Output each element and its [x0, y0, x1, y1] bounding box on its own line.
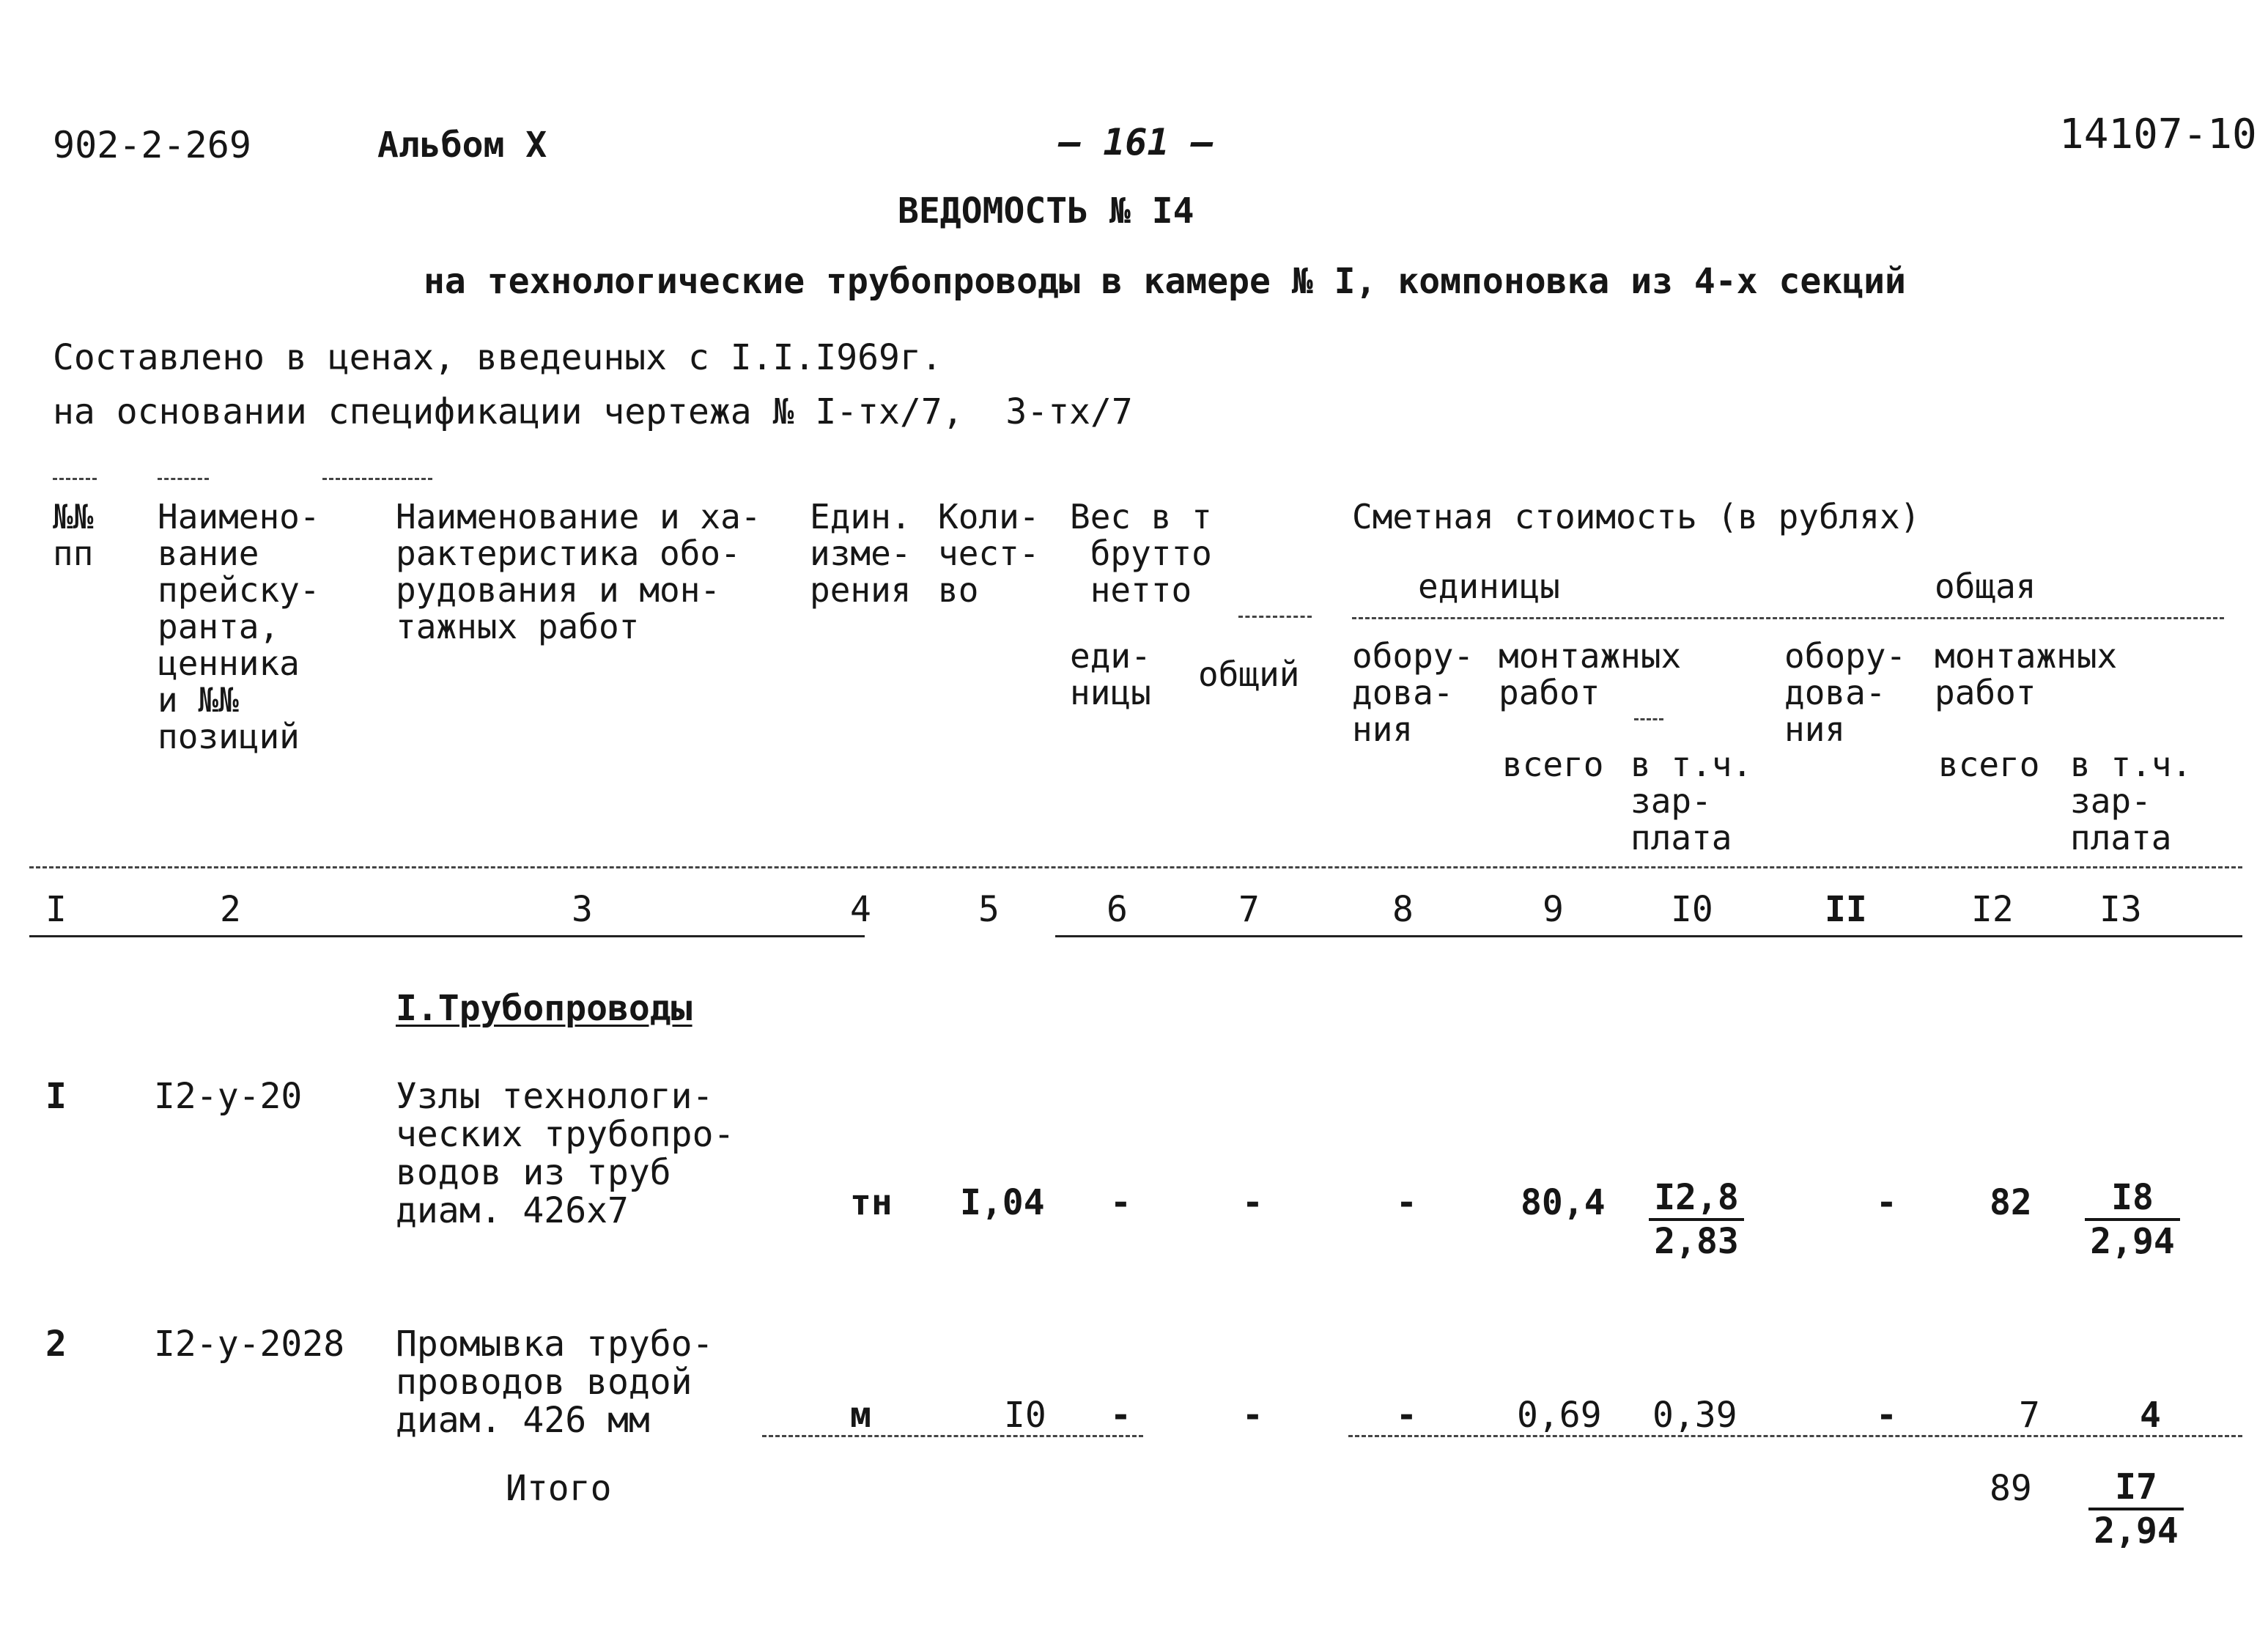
- row-rule: [1348, 1435, 2242, 1437]
- total-label: Итого: [506, 1468, 612, 1509]
- column-number: 5: [978, 889, 1000, 930]
- row-rule: [762, 1435, 1143, 1437]
- section-heading: I.Трубопроводы: [396, 988, 692, 1029]
- column-number: 8: [1392, 889, 1414, 930]
- col-header-weight: Вес в т брутто нетто: [1070, 497, 1212, 610]
- document-code: 902-2-269: [53, 124, 251, 166]
- column-number: II: [1825, 889, 1867, 930]
- col-header-quantity: Коли- чест- во: [938, 497, 1040, 610]
- col-header-unit-cost: единицы: [1418, 567, 1560, 606]
- col-header-weight-total: общий: [1198, 654, 1300, 694]
- column-number: 3: [572, 889, 593, 930]
- weight-total: -: [1242, 1395, 1263, 1436]
- col-header-number: №№ пп: [53, 497, 94, 573]
- col-header-unit: Един. изме- рения: [810, 497, 912, 610]
- row-number: I: [45, 1076, 67, 1117]
- weight-total: -: [1242, 1182, 1263, 1223]
- mounting-total-cost: 82: [1990, 1182, 2032, 1223]
- column-number: 4: [850, 889, 871, 930]
- document-subtitle: на технологические трубопроводы в камере № I, компоновка из 4-х секций: [424, 261, 1906, 302]
- col-header-equipment: обору- дова- ния: [1352, 636, 1474, 749]
- col-header-total-cost: общая: [1935, 567, 2036, 606]
- stamp-number: 14107-10: [2059, 111, 2257, 158]
- pricelist-code: I2-у-2028: [154, 1324, 345, 1365]
- col-header-mounting-total: монтажных работ: [1935, 636, 2118, 712]
- col-header-wage: в т.ч. зар- плата: [1630, 745, 1753, 857]
- equipment-unit-cost: -: [1396, 1182, 1417, 1223]
- wage-unit-coef: 2,83: [1654, 1221, 1739, 1262]
- col-header-mounting: монтажных работ: [1499, 636, 1682, 712]
- col-header-pricelist: Наимено- вание прейску- ранта, ценника и №№ позиций: [158, 497, 320, 756]
- unit-of-measure: м: [850, 1395, 871, 1436]
- col-header-cost: Сметная стоимость (в рублях): [1352, 497, 1921, 536]
- mounting-unit-cost: 80,4: [1521, 1182, 1606, 1223]
- pricelist-code: I2-у-20: [154, 1076, 303, 1117]
- column-number: 6: [1107, 889, 1128, 930]
- equipment-total-cost: -: [1876, 1182, 1897, 1223]
- row-number: 2: [45, 1324, 67, 1365]
- equipment-unit-cost: -: [1396, 1395, 1417, 1436]
- col-header-wage-total: в т.ч. зар- плата: [2070, 745, 2193, 857]
- col-header-description: Наименование и ха- рактеристика обо- рудования и мон- тажных работ: [396, 497, 761, 646]
- header-rule: [1238, 616, 1312, 618]
- wage-total-cost: 4: [2140, 1395, 2161, 1436]
- column-number: I3: [2099, 889, 2142, 930]
- column-number: 9: [1543, 889, 1564, 930]
- work-description: Промывка трубо- проводов водой диам. 426 мм: [396, 1324, 714, 1441]
- colnum-rule: [29, 935, 865, 937]
- album-label: Альбом X: [377, 125, 547, 166]
- header-rule: [158, 478, 209, 480]
- wage-unit-fraction: [1649, 1177, 1744, 1262]
- colnum-rule: [1055, 935, 2242, 937]
- col-header-all-total: всего: [1938, 745, 2040, 784]
- column-number: 2: [220, 889, 241, 930]
- spec-basis: на основании спецификации чертежа № I-тх/7, 3-тх/7: [53, 391, 1133, 432]
- header-bottom-rule: [29, 866, 2242, 868]
- header-rule: [1634, 718, 1663, 720]
- col-header-all: всего: [1502, 745, 1604, 784]
- weight-unit: -: [1110, 1182, 1131, 1223]
- total-wage-fraction: [2088, 1466, 2184, 1552]
- header-rule: [53, 478, 97, 480]
- page-number: – 161 –: [1059, 121, 1214, 163]
- total-mounting-cost: 89: [1990, 1468, 2032, 1509]
- price-basis: Составлено в ценах, введеuных с I.I.I969г.: [53, 337, 942, 378]
- document-title: ВЕДОМОСТЬ № I4: [898, 191, 1194, 232]
- column-number: I0: [1671, 889, 1713, 930]
- equipment-total-cost: -: [1876, 1395, 1897, 1436]
- total-wage-coef: 2,94: [2094, 1510, 2179, 1552]
- total-wage-value: I7: [2088, 1469, 2184, 1510]
- unit-of-measure: тн: [850, 1182, 893, 1223]
- column-number: 7: [1238, 889, 1260, 930]
- column-number: I2: [1971, 889, 2014, 930]
- column-number: I: [45, 889, 67, 930]
- header-rule: [1352, 617, 2224, 619]
- quantity: I0: [1004, 1395, 1046, 1436]
- quantity: I,04: [960, 1182, 1045, 1223]
- col-header-equipment-total: обору- дова- ния: [1784, 636, 1907, 749]
- wage-unit-value: I2,8: [1649, 1180, 1744, 1221]
- wage-total-coef: 2,94: [2090, 1221, 2175, 1262]
- mounting-unit-cost: 0,69: [1517, 1395, 1602, 1436]
- wage-total-fraction: [2085, 1177, 2180, 1262]
- wage-total-value: I8: [2085, 1180, 2180, 1221]
- weight-unit: -: [1110, 1395, 1131, 1436]
- wage-unit-cost: 0,39: [1652, 1395, 1737, 1436]
- header-rule: [322, 478, 432, 480]
- mounting-total-cost: 7: [2019, 1395, 2040, 1436]
- col-header-weight-unit: еди- ницы: [1070, 636, 1151, 712]
- work-description: Узлы технологи- ческих трубопро- водов из труб диам. 426х7: [396, 1076, 735, 1231]
